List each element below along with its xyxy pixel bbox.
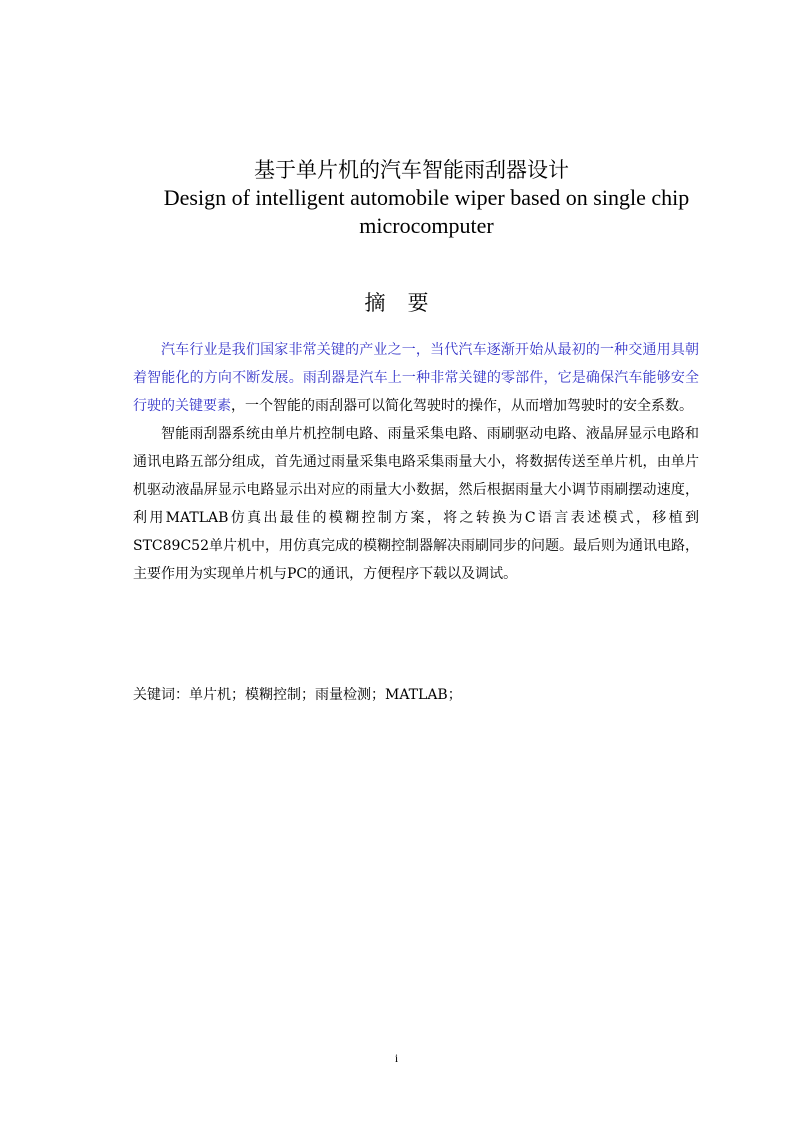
- abstract-paragraph-2: 智能雨刮器系统由单片机控制电路、雨量采集电路、雨刷驱动电路、液晶屏显示电路和通讯电路五部分组成，首先通过雨量采集电路采集雨量大小，将数据传送至单片机，由单片机驱动液晶屏显示电路显示出对应的雨量大小数据，然后根据雨量大小调节雨刷摆动速度，利用MATLAB仿真出最佳的模糊控制方案，将之转换为C语言表述模式，移植到STC89C52单片机中，用仿真完成的模糊控制器解决雨刷同步的问题。最后则为通讯电路，主要作用为实现单片机与PC的通讯，方便程序下载以及调试。: [133, 426, 699, 582]
- abstract-heading-text: 摘要: [364, 291, 451, 315]
- abstract-paragraph-1: [133, 336, 699, 420]
- abstract-body: [133, 336, 699, 588]
- highlighted-text: 汽车行业是我们国家非常关键的产业之一，当代汽车逐渐开始从最初的一种交通用具朝着智能化的方向不断发展。雨刮器是汽车上一种非常关键的零部件，它是确保汽车能够安全行驶的关键要素: [133, 342, 699, 414]
- english-title: Design of intelligent automobile wiper based on single chip microcomputer: [163, 185, 690, 238]
- abstract-heading: [0, 288, 793, 318]
- chinese-title: 基于单片机的汽车智能雨刮器设计: [254, 158, 569, 182]
- paragraph-1-rest: ，一个智能的雨刮器可以简化驾驶时的操作，从而增加驾驶时的安全系数。: [231, 398, 693, 414]
- keywords-line: 关键词：单片机；模糊控制；雨量检测；MATLAB；: [133, 687, 462, 703]
- page-number: i: [394, 1051, 399, 1065]
